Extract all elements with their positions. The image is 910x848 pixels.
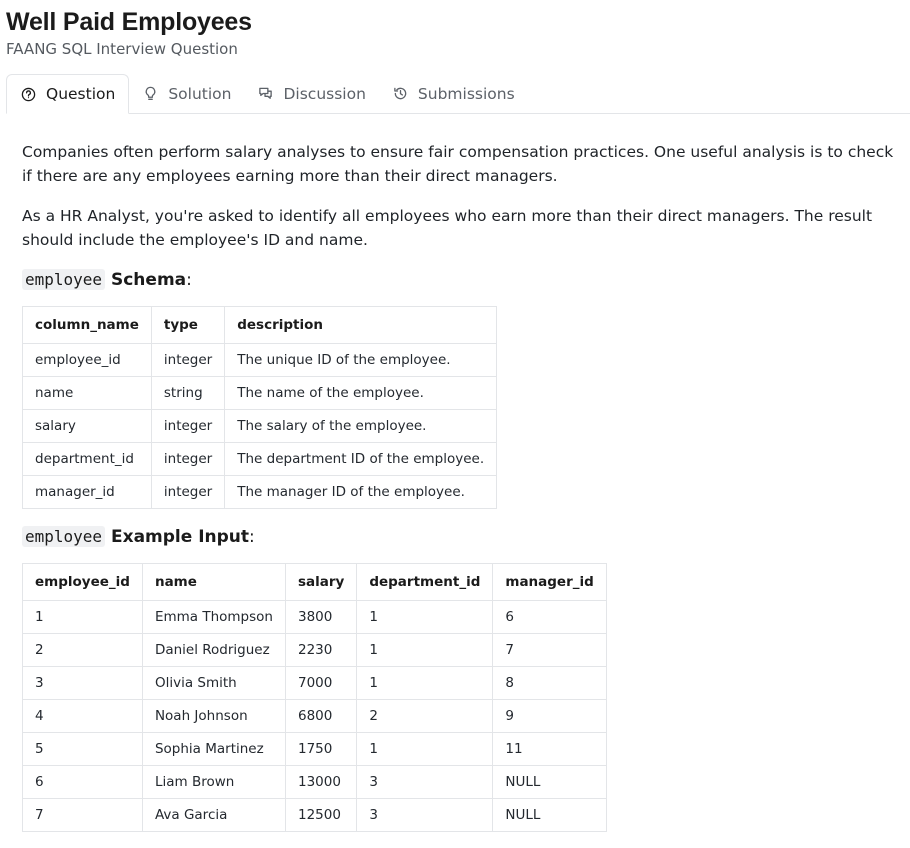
- table-cell: NULL: [493, 799, 606, 832]
- table-cell: The salary of the employee.: [225, 410, 497, 443]
- table-cell: Ava Garcia: [142, 799, 285, 832]
- table-cell: The unique ID of the employee.: [225, 344, 497, 377]
- tab-discussion[interactable]: [244, 74, 378, 113]
- schema-table: [22, 306, 497, 509]
- heading-colon: :: [249, 527, 255, 547]
- table-cell: 3: [357, 799, 493, 832]
- heading-colon: :: [186, 270, 192, 290]
- table-cell: Sophia Martinez: [142, 733, 285, 766]
- table-cell: 6: [23, 766, 143, 799]
- question-paragraph: As a HR Analyst, you're asked to identify all employees who earn more than their direct managers. The result should include the employee's ID and name.: [22, 207, 873, 249]
- table-name-code: employee: [22, 526, 105, 547]
- table-cell: Emma Thompson: [142, 601, 285, 634]
- table-row: [23, 377, 497, 410]
- table-row: [23, 601, 607, 634]
- tab-question[interactable]: [6, 74, 129, 114]
- question-circle-icon: [21, 87, 36, 102]
- table-cell: 9: [493, 700, 606, 733]
- table-cell: 12500: [285, 799, 356, 832]
- table-cell: integer: [151, 344, 224, 377]
- column-header: salary: [285, 564, 356, 601]
- table-cell: 2230: [285, 634, 356, 667]
- page-title: Well Paid Employees: [6, 8, 252, 36]
- table-row: [23, 667, 607, 700]
- tab-label: Solution: [168, 84, 232, 103]
- table-cell: 4: [23, 700, 143, 733]
- example-heading-text: Example Input: [110, 527, 250, 547]
- table-cell: 1: [23, 601, 143, 634]
- table-cell: 13000: [285, 766, 356, 799]
- table-cell: The name of the employee.: [225, 377, 497, 410]
- schema-heading-text: Schema: [110, 270, 187, 290]
- table-cell: The department ID of the employee.: [225, 443, 497, 476]
- table-row: [23, 733, 607, 766]
- table-header-row: [23, 307, 497, 344]
- table-cell: Daniel Rodriguez: [142, 634, 285, 667]
- table-cell: 1: [357, 634, 493, 667]
- table-row: [23, 410, 497, 443]
- table-cell: 7: [23, 799, 143, 832]
- table-cell: 2: [23, 634, 143, 667]
- tab-label: Submissions: [417, 84, 515, 103]
- tab-label: Discussion: [283, 84, 366, 103]
- table-cell: 1750: [285, 733, 356, 766]
- table-name-code: employee: [22, 269, 105, 290]
- table-row: [23, 766, 607, 799]
- column-header: employee_id: [23, 564, 143, 601]
- table-cell: The manager ID of the employee.: [225, 476, 497, 509]
- column-header: department_id: [357, 564, 493, 601]
- table-cell: manager_id: [23, 476, 152, 509]
- column-header: manager_id: [493, 564, 606, 601]
- tab-submissions[interactable]: [379, 74, 528, 113]
- table-row: [23, 799, 607, 832]
- table-row: [23, 443, 497, 476]
- page-header: [6, 6, 252, 59]
- table-cell: integer: [151, 476, 224, 509]
- tab-bar: [6, 73, 910, 114]
- table-cell: 2: [357, 700, 493, 733]
- table-header-row: [23, 564, 607, 601]
- table-row: [23, 476, 497, 509]
- table-cell: 7: [493, 634, 606, 667]
- table-cell: department_id: [23, 443, 152, 476]
- tab-solution[interactable]: [129, 74, 244, 113]
- example-input-table: [22, 563, 607, 832]
- table-cell: 3: [23, 667, 143, 700]
- column-header: column_name: [23, 307, 152, 344]
- table-cell: integer: [151, 443, 224, 476]
- column-header: description: [225, 307, 497, 344]
- table-cell: salary: [23, 410, 152, 443]
- question-content: [22, 140, 902, 848]
- column-header: type: [151, 307, 224, 344]
- table-cell: 7000: [285, 667, 356, 700]
- chat-bubbles-icon: [258, 86, 273, 101]
- table-cell: Olivia Smith: [142, 667, 285, 700]
- schema-heading: [22, 268, 902, 292]
- table-row: [23, 634, 607, 667]
- table-cell: 1: [357, 601, 493, 634]
- table-cell: 5: [23, 733, 143, 766]
- table-cell: NULL: [493, 766, 606, 799]
- table-cell: 1: [357, 733, 493, 766]
- table-cell: 3800: [285, 601, 356, 634]
- table-cell: 11: [493, 733, 606, 766]
- table-cell: 1: [357, 667, 493, 700]
- table-row: [23, 700, 607, 733]
- table-cell: string: [151, 377, 224, 410]
- lightbulb-icon: [143, 86, 158, 101]
- column-header: name: [142, 564, 285, 601]
- question-paragraph: Companies often perform salary analyses to ensure fair compensation practices. One useful analysis is to check if there are any employees earning more than their direct managers.: [22, 143, 894, 185]
- table-cell: Noah Johnson: [142, 700, 285, 733]
- page-subtitle: FAANG SQL Interview Question: [6, 40, 238, 58]
- table-cell: integer: [151, 410, 224, 443]
- table-cell: name: [23, 377, 152, 410]
- tab-label: Question: [46, 85, 116, 103]
- table-cell: employee_id: [23, 344, 152, 377]
- table-row: [23, 344, 497, 377]
- table-cell: 3: [357, 766, 493, 799]
- example-input-heading: [22, 525, 902, 549]
- table-cell: 8: [493, 667, 606, 700]
- table-cell: 6800: [285, 700, 356, 733]
- history-icon: [393, 86, 408, 101]
- table-cell: 6: [493, 601, 606, 634]
- table-cell: Liam Brown: [142, 766, 285, 799]
